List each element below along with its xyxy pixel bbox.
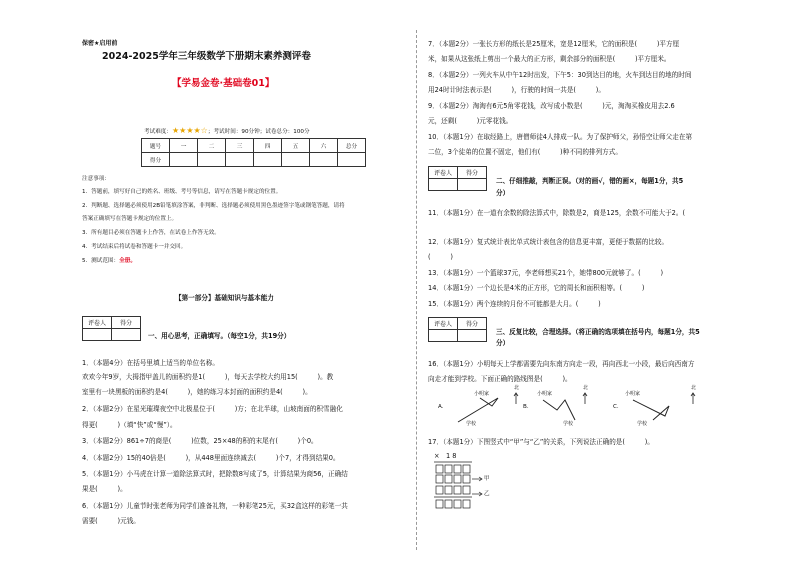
exam-meta [144, 126, 310, 137]
label-jia: 甲 [484, 476, 490, 482]
section-heading-cont: 分） [496, 189, 510, 197]
question-line: 5．（本题1分）小马虎在计算一道除法算式时，把除数8写成了5，计算结果为商56，正确结 [82, 470, 348, 478]
score-input-cell[interactable] [170, 153, 198, 167]
score-label: 得分 [458, 318, 487, 330]
question-line: 3．（本题2分）861÷7的商是( )位数，25×48的积的末尾有( )个0。 [82, 437, 318, 445]
grader-box [82, 316, 141, 341]
score-input[interactable] [458, 179, 487, 191]
score-cell: 题号 [142, 139, 170, 153]
route-option-c[interactable] [613, 385, 713, 430]
north-label: 北 [691, 385, 697, 391]
school-label: 学校 [466, 421, 477, 427]
question-line: ( ) [428, 253, 453, 261]
option-label: C. [613, 404, 619, 410]
question-line: 果是( )。 [82, 485, 127, 493]
score-value-row [142, 153, 366, 167]
score-label: 得分 [458, 167, 487, 179]
note-item: 2．判断题、选择题必须使用2B铅笔填涂答案，非判断、选择题必须使用黑色墨迹签字笔或钢笔答题，请将 [82, 203, 345, 209]
meta-prefix: 考试难度： [144, 129, 172, 135]
note-item: 3．所有题目必须在答题卡上作答，在试卷上作答无效。 [82, 230, 220, 236]
grader-label: 评卷人 [429, 167, 458, 179]
school-label: 学校 [637, 421, 648, 427]
score-cell: 四 [254, 139, 282, 153]
question-line: 米，如果从这张纸上剪出一个最大的正方形，剩余部分的面积是( )平方厘米。 [428, 55, 671, 63]
score-header-row [142, 139, 366, 153]
note-scope-label: 5．测试范围： [82, 258, 120, 264]
question-line: 12．（本题1分）复式统计表比单式统计表包含的信息更丰富，更便于数据的比较。 [428, 238, 669, 246]
question-line: 二位，3个徒弟的位置不固定，他们有( )种不同的排列方式。 [428, 148, 622, 156]
home-label: 小明家 [537, 391, 553, 397]
question-line: 15．（本题1分）两个连续的月份不可能都是大月。( ) [428, 300, 601, 308]
grader-box [428, 317, 487, 342]
north-label: 北 [583, 385, 589, 391]
score-cell: 五 [282, 139, 310, 153]
question-line: 14．（本题1分）一个边长是4米的正方形，它的周长和面积相等。( ) [428, 284, 645, 292]
question-line: 欢欢今年9岁，大拇指甲盖儿的面积约是1( )，每天去学校大约用15( )。教 [82, 373, 334, 381]
route-c-icon [613, 388, 713, 430]
section-heading: 一、用心思考，正确填写。（每空1分，共19分） [148, 332, 291, 340]
question-line: 元，还剩( )元零花钱。 [428, 117, 513, 125]
school-label: 学校 [563, 421, 574, 427]
score-cell: 二 [198, 139, 226, 153]
section-heading-cont: 分） [496, 339, 510, 347]
grader-box [428, 166, 487, 191]
route-b-icon [523, 388, 623, 430]
score-table [141, 138, 366, 167]
score-input[interactable] [458, 330, 487, 342]
grader-input[interactable] [83, 329, 112, 341]
vertical-multiplication [432, 450, 522, 520]
question-line: 13．（本题1分）一个篮球37元，李老师想买21个，她带800元就够了。( ) [428, 269, 664, 277]
score-cell: 六 [310, 139, 338, 153]
note-scope: 全册。 [119, 258, 136, 264]
question-line: 8．（本题2分）一列火车从中午12时出发，下午5：30到达目的地，火车到达目的地的时间 [428, 71, 692, 79]
grader-input[interactable] [429, 330, 458, 342]
exam-subtitle: 【学易金卷·基础卷01】 [172, 78, 275, 89]
score-cell: 一 [170, 139, 198, 153]
question-line: 16．（本题1分）小明每天上学都需要先向东南方向走一段，再向西北一小段，最后向西南方 [428, 360, 695, 368]
grader-label: 评卷人 [83, 317, 112, 329]
score-label: 得分 [112, 317, 141, 329]
route-option-b[interactable] [523, 385, 623, 430]
question-line: 6．（本题1分）儿童节时张老师为同学们准备礼物，一种彩笔25元，买32盒这样的彩笔一共 [82, 502, 348, 510]
grader-label: 评卷人 [429, 318, 458, 330]
grader-input[interactable] [429, 179, 458, 191]
home-label: 小明家 [474, 391, 490, 397]
score-input-cell[interactable] [226, 153, 254, 167]
option-label: A. [438, 404, 444, 410]
question-line: 需要( )元钱。 [82, 517, 140, 525]
multiplication-grid-icon [432, 450, 522, 520]
question-line: 用24时计时法表示是( )，行驶的时间一共是( )。 [428, 86, 605, 94]
question-line: 得更( )（填“快”或“慢”）。 [82, 421, 177, 429]
home-label: 小明家 [625, 391, 641, 397]
question-line: 室里有一块黑板的面积约是4( )，她的练习本封面的面积约是4( )。 [82, 388, 312, 396]
question-line: 9．（本题2分）淘淘有6元5角零花钱，改写成小数是( )元，淘淘买橡皮用去2.6 [428, 102, 675, 110]
part-heading: 【第一部分】基础知识与基本能力 [175, 294, 274, 302]
question-line: 11．（本题1分）在一道有余数的除法算式中，除数是2，商是125，余数不可能大于2。( [428, 209, 699, 217]
question-line: 1．（本题4分）在括号里填上适当的单位名称。 [82, 359, 219, 367]
section-heading: 三、反复比较，合理选择。（将正确的选项填在括号内，每题1分，共5 [496, 328, 700, 336]
note-item: 答案正确填写在答题卡规定的位置上。 [82, 216, 178, 222]
question-line: 17．（本题1分）下图竖式中“甲”与“乙”的关系，下列说法正确的是( )。 [428, 438, 654, 446]
score-input[interactable] [112, 329, 141, 341]
multiplier-digits: 1 8 [446, 452, 457, 460]
column-divider [416, 30, 417, 550]
question-line: 10．（本题1分）在取经路上，唐僧师徒4人排成一队。为了保护师父，孙悟空让师父走在第 [428, 133, 693, 141]
notes-title: 注意事项： [82, 176, 110, 182]
note-item [82, 257, 136, 266]
score-input-cell[interactable] [254, 153, 282, 167]
difficulty-stars: ★★★★☆ [171, 126, 208, 135]
score-cell: 三 [226, 139, 254, 153]
question-line: 向走才能到学校。下面正确的路线图是( )。 [428, 375, 572, 383]
question-line: 2．（本题2分）在星光璀璨夜空中北极星位于( )方；在北半球，山坡南面的积雪融化 [82, 405, 343, 413]
question-line: 4．（本题2分）15的40倍是( )，从448里面连续减去( )个7，才得到结果0。 [82, 454, 340, 462]
score-input-cell[interactable] [338, 153, 366, 167]
score-cell: 得分 [142, 153, 170, 167]
note-item: 4．考试结束后将试卷和答题卡一并交回。 [82, 244, 187, 250]
question-line: 7．（本题2分）一张长方形的纸长是25厘米，宽是12厘米，它的面积是( )平方厘 [428, 40, 680, 48]
north-label: 北 [514, 385, 520, 391]
score-input-cell[interactable] [310, 153, 338, 167]
secret-mark: 保密★启用前 [82, 40, 118, 47]
exam-title: 2024-2025学年三年级数学下册期末素养测评卷 [102, 51, 311, 62]
score-input-cell[interactable] [198, 153, 226, 167]
option-label: B. [523, 404, 529, 410]
meta-suffix: ；考试时间：90分钟；试卷总分：100分 [207, 129, 310, 135]
label-yi: 乙 [484, 491, 490, 497]
note-item: 1．答题前，填写好自己的姓名、班级、考号等信息，请写在答题卡规定的位置。 [82, 189, 282, 195]
section-heading: 二、仔细推敲，判断正误。（对的画√，错的画×，每题1分，共5 [496, 177, 684, 185]
times-sign: × [434, 452, 440, 460]
score-cell: 总分 [338, 139, 366, 153]
score-input-cell[interactable] [282, 153, 310, 167]
